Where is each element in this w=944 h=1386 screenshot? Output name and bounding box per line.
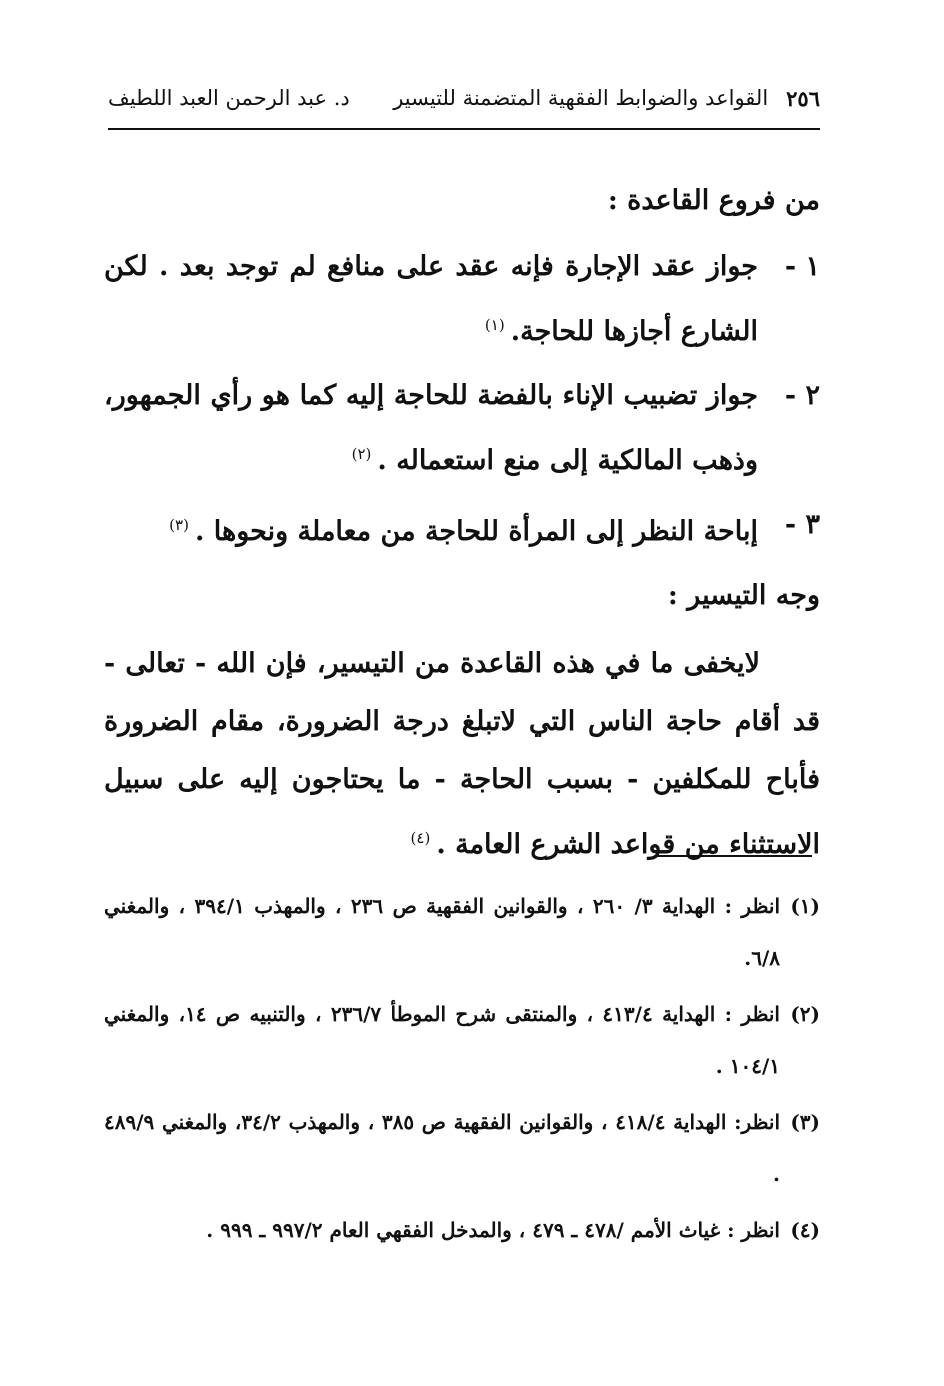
section-heading: من فروع القاعدة : — [607, 185, 820, 216]
footnote-ref: (٢) — [351, 445, 372, 463]
branch-text — [104, 238, 758, 361]
footnote-text: انظر : الهداية ٣/ ٢٦٠ ، والقوانين الفقهية ص ٢٣٦ ، والمهذب ٣٩٤/١ ، والمغني ٦/٨. — [104, 894, 780, 970]
facilitation-paragraph — [104, 635, 820, 874]
branch-text — [104, 496, 758, 561]
book-title: القواعد والضوابط الفقهية المتضمنة للتيسير — [393, 86, 769, 110]
footnote — [104, 1204, 820, 1256]
branch-text-content: جواز تضبيب الإناء بالفضة للحاجة إليه كما هو رأي الجمهور، وذهب المالكية إلى منع استعماله . — [104, 380, 758, 476]
header-rule — [108, 128, 820, 130]
footnote — [104, 988, 820, 1092]
branch-item — [104, 496, 820, 561]
footnote — [104, 1096, 820, 1200]
branch-number: ١ - — [784, 251, 820, 282]
footnote-text: انظر : الهداية ٤١٣/٤ ، والمنتقى شرح الموطأ ٢٣٦/٧ ، والتنبيه ص ١٤، والمغني ١٠٤/١ . — [104, 1002, 780, 1078]
footnote-number: (٤) — [790, 1218, 820, 1242]
footnote-ref: (٣) — [169, 516, 189, 534]
branch-item — [104, 367, 820, 490]
author-name: د. عبد الرحمن العبد اللطيف — [108, 86, 350, 110]
footnotes — [104, 880, 820, 1260]
branch-number: ٢ - — [784, 380, 820, 411]
branch-item — [104, 238, 820, 361]
branch-text-content: إباحة النظر إلى المرأة للحاجة من معاملة ونحوها . — [194, 516, 758, 547]
branch-text-content: جواز عقد الإجارة فإنه عقد على منافع لم توجد بعد . لكن الشارع أجازها للحاجة. — [104, 251, 758, 347]
branch-text — [104, 367, 758, 490]
main-text — [104, 172, 820, 874]
footnote-text: انظر: الهداية ٤١٨/٤ ، والقوانين الفقهية ص ٣٨٥ ، والمهذب ٣٤/٢، والمغني ٤٨٩/٩ . — [104, 1110, 781, 1186]
footnote-number: (٣) — [790, 1110, 820, 1134]
footnote — [104, 880, 820, 984]
footnote-number: (١) — [790, 894, 820, 918]
paragraph-text: لايخفى ما في هذه القاعدة من التيسير، فإن الله - تعالى - قد أقام حاجة الناس التي لاتبلغ درجة الضرورة، مقام الضرورة فأباح للمكلفين - بسبب الحاجة - ما يحتاجون إليه على سبيل الاستثناء من قواعد الشرع العامة . — [104, 648, 820, 860]
page-number: ٢٥٦ — [786, 85, 820, 111]
facilitation-heading: وجه التيسير : — [667, 580, 820, 611]
footnote-ref: (٤) — [410, 829, 431, 847]
footnote-number: (٢) — [790, 1002, 820, 1026]
running-header — [108, 78, 820, 118]
branch-number: ٣ - — [784, 509, 820, 540]
footnote-text: انظر : غياث الأمم /٤٧٨ ـ ٤٧٩ ، والمدخل الفقهي العام ٩٩٧/٢ ـ ٩٩٩ . — [206, 1218, 780, 1242]
footnote-rule — [656, 855, 812, 857]
footnote-ref: (١) — [484, 316, 505, 334]
